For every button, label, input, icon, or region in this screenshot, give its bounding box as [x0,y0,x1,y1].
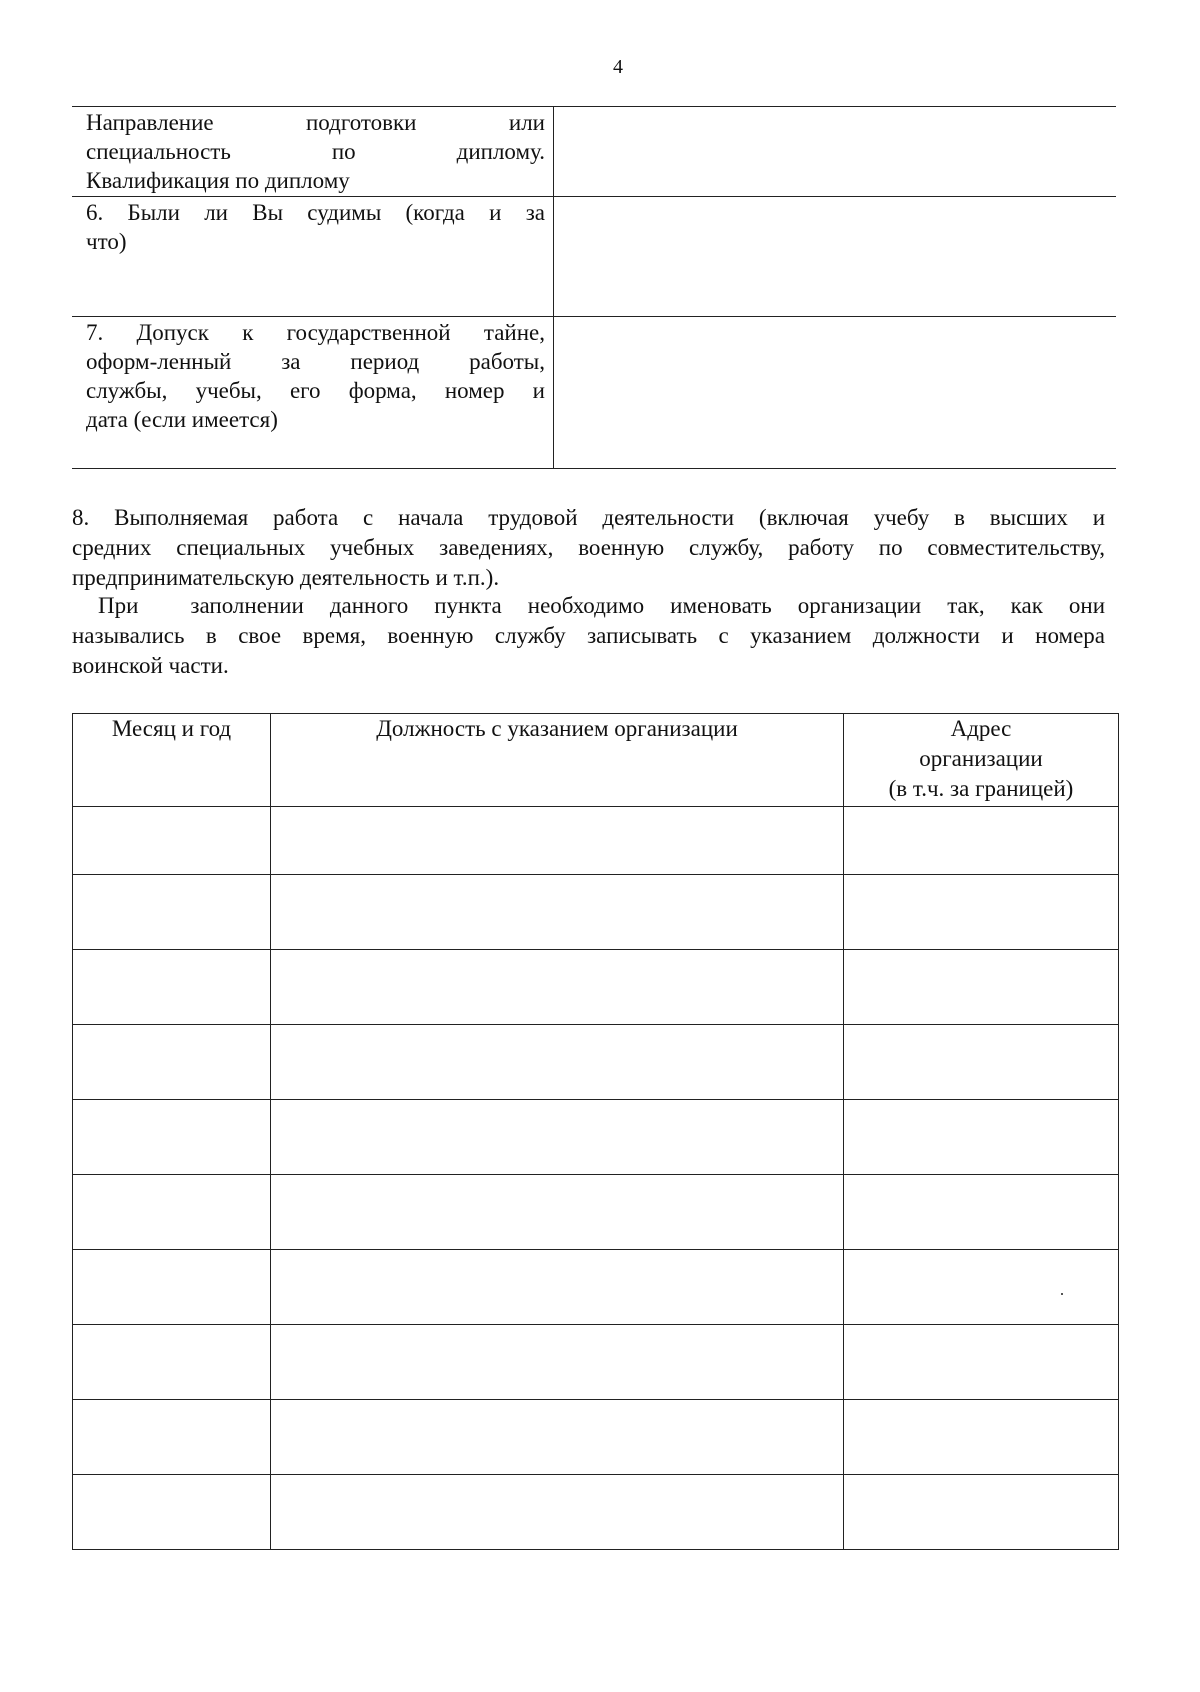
address-cell[interactable] [844,1250,1119,1325]
address-cell[interactable] [844,1475,1119,1550]
table-row [73,1175,1119,1250]
position-cell[interactable] [271,1250,844,1325]
month-year-cell[interactable] [73,950,271,1025]
question-education [72,107,554,197]
address-cell[interactable] [844,1400,1119,1475]
table-row [73,875,1119,950]
table-row [73,1025,1119,1100]
position-cell[interactable] [271,807,844,875]
address-cell[interactable] [844,875,1119,950]
month-year-cell[interactable] [73,807,271,875]
question-line: Квалификация по диплому [86,168,350,193]
position-cell[interactable] [271,1175,844,1250]
paragraph-line: При заполнении данного пункта необходимо именовать организации так, как они [72,593,1105,618]
question-line: 7. Допуск к государственной тайне, [86,320,545,345]
paragraph-line: назывались в свое время, военную службу записывать с указанием должности и номера [72,623,1105,648]
form-row-convictions [72,197,1116,317]
header-address-line: Адрес [950,716,1012,741]
month-year-cell[interactable] [73,1025,271,1100]
section-8-intro [72,503,1105,593]
paragraph-line: воинской части. [72,653,229,678]
questionnaire-table [72,106,1116,469]
scan-speck [1061,1293,1063,1295]
table-row [73,1400,1119,1475]
question-clearance [72,317,554,469]
position-cell[interactable] [271,1475,844,1550]
answer-field-clearance[interactable] [554,317,1117,469]
table-row [73,1475,1119,1550]
section-8-instructions [72,591,1105,681]
address-cell[interactable] [844,1175,1119,1250]
position-cell[interactable] [271,1400,844,1475]
header-address-line: организации [919,746,1043,771]
position-cell[interactable] [271,875,844,950]
month-year-cell[interactable] [73,1475,271,1550]
month-year-cell[interactable] [73,1100,271,1175]
question-line: дата (если имеется) [86,407,278,432]
paragraph-line: 8. Выполняемая работа с начала трудовой деятельности (включая учебу в высших и [72,505,1105,530]
form-row-clearance [72,317,1116,469]
question-convictions [72,197,554,317]
answer-field-convictions[interactable] [554,197,1117,317]
table-row [73,950,1119,1025]
header-address [844,714,1119,807]
question-line: оформ-ленный за период работы, [86,349,545,374]
month-year-cell[interactable] [73,875,271,950]
table-row [73,1100,1119,1175]
question-line: что) [86,229,127,254]
table-header-row [73,714,1119,807]
form-row-education [72,107,1116,197]
position-cell[interactable] [271,1325,844,1400]
month-year-cell[interactable] [73,1175,271,1250]
header-address-line: (в т.ч. за границей) [888,776,1074,801]
month-year-cell[interactable] [73,1400,271,1475]
month-year-cell[interactable] [73,1250,271,1325]
address-cell[interactable] [844,807,1119,875]
position-cell[interactable] [271,950,844,1025]
paragraph-line: предпринимательскую деятельность и т.п.). [72,565,500,590]
page-number: 4 [613,56,623,78]
question-line: специальность по диплому. [86,139,545,164]
address-cell[interactable] [844,1100,1119,1175]
table-row [73,1325,1119,1400]
address-cell[interactable] [844,1025,1119,1100]
table-row [73,1250,1119,1325]
address-cell[interactable] [844,950,1119,1025]
question-line: службы, учебы, его форма, номер и [86,378,545,403]
employment-history-table [72,713,1119,1550]
address-cell[interactable] [844,1325,1119,1400]
position-cell[interactable] [271,1025,844,1100]
month-year-cell[interactable] [73,1325,271,1400]
table-row [73,807,1119,875]
position-cell[interactable] [271,1100,844,1175]
answer-field-education[interactable] [554,107,1117,197]
paragraph-line: средних специальных учебных заведениях, военную службу, работу по совместительству, [72,535,1105,560]
question-line: 6. Были ли Вы судимы (когда и за [86,200,545,225]
header-month-year: Месяц и год [73,714,271,807]
header-position: Должность с указанием организации [271,714,844,807]
question-line: Направление подготовки или [86,110,545,135]
